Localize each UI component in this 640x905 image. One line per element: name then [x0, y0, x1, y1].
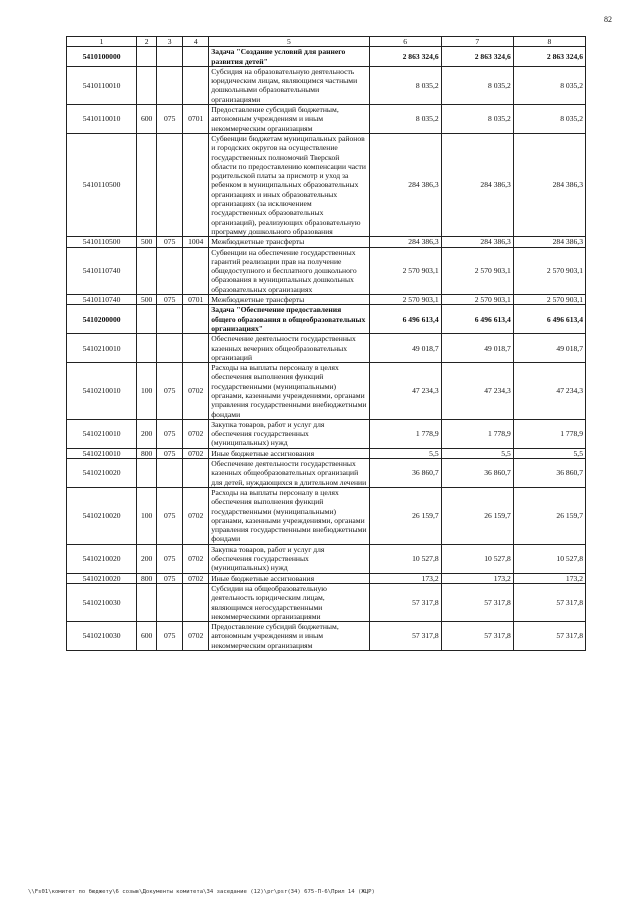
name-cell: Иные бюджетные ассигнования [209, 573, 369, 583]
column-number-cell: 6 [369, 37, 441, 47]
value-cell: 173,2 [513, 573, 585, 583]
subsection-cell: 0701 [183, 295, 209, 305]
column-number-cell: 2 [137, 37, 157, 47]
table-row [67, 363, 586, 420]
code-cell: 5410110740 [67, 295, 137, 305]
ministry-cell [157, 247, 183, 294]
ministry-cell: 075 [157, 419, 183, 448]
table-row [67, 448, 586, 458]
subsection-cell [183, 334, 209, 363]
code-cell: 5410210020 [67, 573, 137, 583]
value-cell: 6 496 613,4 [369, 305, 441, 334]
value-cell: 6 496 613,4 [441, 305, 513, 334]
code-cell: 5410110010 [67, 105, 137, 134]
value-cell: 284 386,3 [369, 133, 441, 236]
name-cell: Субвенции на обеспечение государственных гарантий реализации прав на получение общедоступного и бесплатного дошкольного образования в муниципальных дошкольных образовательных организациях [209, 247, 369, 294]
column-number-cell: 4 [183, 37, 209, 47]
subsection-cell [183, 459, 209, 488]
value-cell: 6 496 613,4 [513, 305, 585, 334]
section-cell [137, 459, 157, 488]
value-cell: 8 035,2 [513, 105, 585, 134]
table-row [67, 419, 586, 448]
name-cell: Задача "Создание условий для раннего развития детей" [209, 47, 369, 67]
value-cell: 10 527,8 [441, 544, 513, 573]
name-cell: Межбюджетные трансферты [209, 295, 369, 305]
value-cell: 57 317,8 [369, 622, 441, 651]
value-cell: 47 234,3 [441, 363, 513, 420]
code-cell: 5410200000 [67, 305, 137, 334]
value-cell: 284 386,3 [441, 237, 513, 247]
ministry-cell [157, 459, 183, 488]
value-cell: 36 860,7 [369, 459, 441, 488]
value-cell: 26 159,7 [513, 487, 585, 544]
value-cell: 1 778,9 [513, 419, 585, 448]
subsection-cell [183, 66, 209, 104]
column-number-row [67, 37, 586, 47]
subsection-cell: 0702 [183, 363, 209, 420]
name-cell: Задача "Обеспечение предоставления общего образования в общеобразовательных организациях" [209, 305, 369, 334]
section-cell [137, 133, 157, 236]
value-cell: 2 570 903,1 [369, 295, 441, 305]
subsection-cell: 0702 [183, 419, 209, 448]
name-cell: Обеспечение деятельности государственных казенных вечерних общеобразовательных организаций [209, 334, 369, 363]
footer-file-path: \\Fs01\комитет по бюджету\6 созыв\Документы комитета\34 заседание (12)\pr\psr(34) 675-П-6\Прил 14 (ЖЦР) [28, 889, 375, 895]
section-cell: 100 [137, 363, 157, 420]
value-cell: 2 570 903,1 [513, 295, 585, 305]
section-cell: 600 [137, 105, 157, 134]
value-cell: 57 317,8 [513, 622, 585, 651]
subsection-cell [183, 133, 209, 236]
name-cell: Иные бюджетные ассигнования [209, 448, 369, 458]
name-cell: Субвенции бюджетам муниципальных районов и городских округов на осуществление государственных полномочий Тверской области по предоставлению компенсации части родительской платы за присмотр и уход за ребенком в муниципальных образовательных организациях и иных образовательных организациях (за исключением государственных образовательных организаций), реализующих образовательную программу дошкольного образования [209, 133, 369, 236]
name-cell: Расходы на выплаты персоналу в целях обеспечения выполнения функций государственными (муниципальными) органами, казенными учреждениями, органами управления государственными внебюджетными фондами [209, 487, 369, 544]
section-cell: 200 [137, 419, 157, 448]
code-cell: 5410210010 [67, 363, 137, 420]
value-cell: 8 035,2 [369, 66, 441, 104]
ministry-cell [157, 66, 183, 104]
table-row [67, 334, 586, 363]
value-cell: 284 386,3 [513, 133, 585, 236]
code-cell: 5410110500 [67, 237, 137, 247]
table-row [67, 573, 586, 583]
name-cell: Субсидия на образовательную деятельность юридическим лицам, являющимся частными дошкольными образовательными организациями [209, 66, 369, 104]
ministry-cell: 075 [157, 105, 183, 134]
budget-table [66, 36, 586, 651]
value-cell: 57 317,8 [441, 622, 513, 651]
value-cell: 26 159,7 [441, 487, 513, 544]
subsection-cell: 0702 [183, 448, 209, 458]
section-cell [137, 334, 157, 363]
table-row [67, 487, 586, 544]
value-cell: 173,2 [441, 573, 513, 583]
value-cell: 5,5 [369, 448, 441, 458]
value-cell: 2 570 903,1 [441, 247, 513, 294]
code-cell: 5410110010 [67, 66, 137, 104]
column-number-cell: 3 [157, 37, 183, 47]
value-cell: 173,2 [369, 573, 441, 583]
page-number: 82 [604, 15, 612, 24]
value-cell: 57 317,8 [369, 583, 441, 621]
subsection-cell: 0702 [183, 544, 209, 573]
value-cell: 284 386,3 [441, 133, 513, 236]
table-row [67, 105, 586, 134]
value-cell: 36 860,7 [441, 459, 513, 488]
column-number-cell: 7 [441, 37, 513, 47]
ministry-cell: 075 [157, 363, 183, 420]
name-cell: Межбюджетные трансферты [209, 237, 369, 247]
code-cell: 5410210010 [67, 419, 137, 448]
table-row [67, 305, 586, 334]
value-cell: 2 570 903,1 [441, 295, 513, 305]
value-cell: 1 778,9 [441, 419, 513, 448]
value-cell: 2 863 324,6 [513, 47, 585, 67]
ministry-cell: 075 [157, 295, 183, 305]
subsection-cell [183, 305, 209, 334]
value-cell: 284 386,3 [369, 237, 441, 247]
section-cell: 100 [137, 487, 157, 544]
subsection-cell: 0702 [183, 573, 209, 583]
section-cell: 200 [137, 544, 157, 573]
table-row [67, 295, 586, 305]
value-cell: 26 159,7 [369, 487, 441, 544]
subsection-cell [183, 47, 209, 67]
subsection-cell: 1004 [183, 237, 209, 247]
subsection-cell [183, 247, 209, 294]
code-cell: 5410210030 [67, 583, 137, 621]
section-cell [137, 247, 157, 294]
table-row [67, 544, 586, 573]
table-row [67, 622, 586, 651]
value-cell: 2 863 324,6 [369, 47, 441, 67]
value-cell: 2 863 324,6 [441, 47, 513, 67]
section-cell: 500 [137, 295, 157, 305]
ministry-cell [157, 133, 183, 236]
name-cell: Предоставление субсидий бюджетным, автономным учреждениям и иным некоммерческим организациям [209, 622, 369, 651]
section-cell [137, 47, 157, 67]
value-cell: 5,5 [513, 448, 585, 458]
value-cell: 36 860,7 [513, 459, 585, 488]
name-cell: Закупка товаров, работ и услуг для обеспечения государственных (муниципальных) нужд [209, 419, 369, 448]
section-cell [137, 583, 157, 621]
section-cell: 500 [137, 237, 157, 247]
name-cell: Субсидии на общеобразовательную деятельность юридическим лицам, являющимся негосударственными некоммерческими организациями [209, 583, 369, 621]
value-cell: 49 018,7 [441, 334, 513, 363]
column-number-cell: 1 [67, 37, 137, 47]
section-cell: 800 [137, 448, 157, 458]
table-row [67, 247, 586, 294]
ministry-cell: 075 [157, 237, 183, 247]
value-cell: 1 778,9 [369, 419, 441, 448]
value-cell: 47 234,3 [369, 363, 441, 420]
value-cell: 10 527,8 [369, 544, 441, 573]
subsection-cell: 0701 [183, 105, 209, 134]
value-cell: 2 570 903,1 [369, 247, 441, 294]
value-cell: 49 018,7 [369, 334, 441, 363]
value-cell: 47 234,3 [513, 363, 585, 420]
value-cell: 284 386,3 [513, 237, 585, 247]
column-number-cell: 5 [209, 37, 369, 47]
section-cell: 800 [137, 573, 157, 583]
name-cell: Обеспечение деятельности государственных казенных общеобразовательных организаций для детей, нуждающихся в длительном лечении [209, 459, 369, 488]
value-cell: 8 035,2 [513, 66, 585, 104]
subsection-cell: 0702 [183, 622, 209, 651]
ministry-cell: 075 [157, 544, 183, 573]
table-row [67, 237, 586, 247]
table-row [67, 66, 586, 104]
value-cell: 8 035,2 [441, 66, 513, 104]
code-cell: 5410210020 [67, 544, 137, 573]
value-cell: 57 317,8 [513, 583, 585, 621]
ministry-cell: 075 [157, 487, 183, 544]
value-cell: 5,5 [441, 448, 513, 458]
value-cell: 49 018,7 [513, 334, 585, 363]
code-cell: 5410210020 [67, 487, 137, 544]
name-cell: Расходы на выплаты персоналу в целях обеспечения выполнения функций государственными (муниципальными) органами, казенными учреждениями, органами управления государственными внебюджетными фондами [209, 363, 369, 420]
subsection-cell [183, 583, 209, 621]
ministry-cell [157, 47, 183, 67]
code-cell: 5410210010 [67, 448, 137, 458]
ministry-cell [157, 305, 183, 334]
ministry-cell: 075 [157, 622, 183, 651]
name-cell: Предоставление субсидий бюджетным, автономным учреждениям и иным некоммерческим организациям [209, 105, 369, 134]
ministry-cell: 075 [157, 573, 183, 583]
value-cell: 57 317,8 [441, 583, 513, 621]
code-cell: 5410100000 [67, 47, 137, 67]
table-row [67, 133, 586, 236]
table-row [67, 583, 586, 621]
section-cell [137, 305, 157, 334]
value-cell: 2 570 903,1 [513, 247, 585, 294]
column-number-cell: 8 [513, 37, 585, 47]
value-cell: 8 035,2 [441, 105, 513, 134]
code-cell: 5410210020 [67, 459, 137, 488]
section-cell [137, 66, 157, 104]
subsection-cell: 0702 [183, 487, 209, 544]
code-cell: 5410210030 [67, 622, 137, 651]
ministry-cell [157, 334, 183, 363]
section-cell: 600 [137, 622, 157, 651]
name-cell: Закупка товаров, работ и услуг для обеспечения государственных (муниципальных) нужд [209, 544, 369, 573]
value-cell: 10 527,8 [513, 544, 585, 573]
code-cell: 5410110740 [67, 247, 137, 294]
table-row [67, 459, 586, 488]
ministry-cell [157, 583, 183, 621]
table-row [67, 47, 586, 67]
ministry-cell: 075 [157, 448, 183, 458]
code-cell: 5410210010 [67, 334, 137, 363]
code-cell: 5410110500 [67, 133, 137, 236]
value-cell: 8 035,2 [369, 105, 441, 134]
